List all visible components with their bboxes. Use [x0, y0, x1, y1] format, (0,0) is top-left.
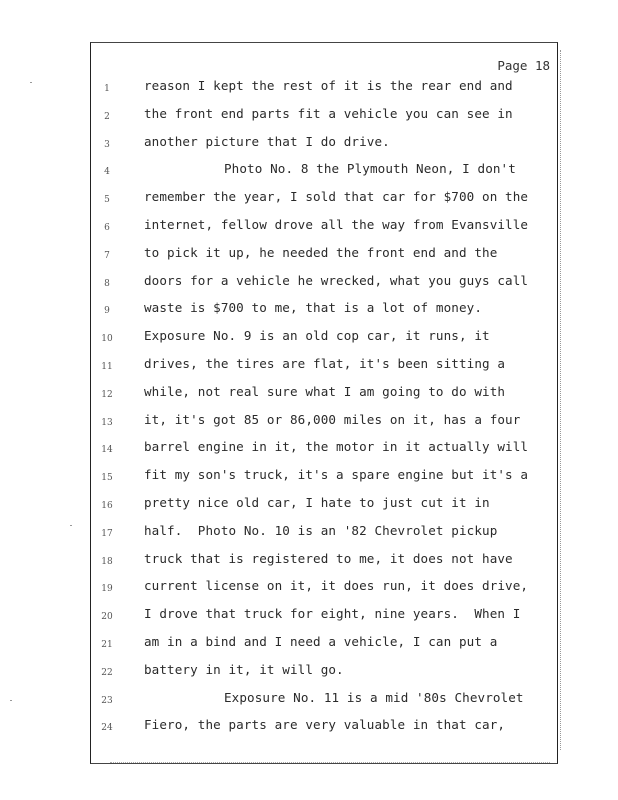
line-text: reason I kept the rest of it is the rear end and: [144, 78, 513, 93]
line-text: another picture that I do drive.: [144, 133, 390, 149]
line-text: current license on it, it does run, it does drive,: [144, 578, 529, 594]
line-text: battery in it, it will go.: [144, 661, 344, 677]
line-number: 3: [104, 139, 110, 150]
line-number: 6: [104, 223, 110, 233]
transcript-line: [0, 217, 618, 244]
transcript-line: [0, 495, 618, 522]
line-text: pretty nice old car, I hate to just cut it in: [144, 495, 490, 510]
transcript-line: [0, 523, 618, 550]
transcript-line: [0, 273, 618, 300]
line-number: 16: [101, 501, 113, 511]
transcript-line: [0, 356, 618, 383]
line-number: 7: [104, 250, 110, 261]
line-number: 12: [101, 389, 113, 400]
transcript-line: [0, 300, 618, 327]
line-number: 18: [101, 556, 113, 567]
line-text: I drove that truck for eight, nine years. When I: [144, 606, 521, 622]
scan-speck: [30, 82, 32, 83]
scan-speck: [70, 525, 72, 526]
bottom-scan-noise: [110, 762, 550, 764]
transcript-line: [0, 412, 618, 439]
line-number: 5: [104, 195, 110, 206]
transcript-line: [0, 662, 618, 689]
line-text: Exposure No. 9 is an old cop car, it runs, it: [144, 328, 490, 344]
line-number: 17: [101, 528, 113, 539]
line-number: 10: [101, 334, 113, 345]
line-text: truck that is registered to me, it does not have: [144, 550, 513, 566]
line-number: 22: [101, 667, 113, 678]
line-text: internet, fellow drove all the way from Evansville: [144, 217, 529, 232]
line-text: half. Photo No. 10 is an '82 Chevrolet pickup: [144, 522, 498, 538]
line-number: 23: [101, 695, 113, 706]
line-text: it, it's got 85 or 86,000 miles on it, has a four: [144, 411, 521, 427]
line-text: waste is $700 to me, that is a lot of money.: [144, 300, 483, 316]
line-number: 14: [101, 445, 113, 456]
transcript-line: [0, 690, 618, 717]
line-text: drives, the tires are flat, it's been sitting a: [144, 356, 506, 371]
line-number: 21: [101, 640, 113, 650]
line-number: 24: [101, 723, 113, 734]
line-number: 2: [104, 111, 110, 122]
line-text: Fiero, the parts are very valuable in that car,: [144, 717, 506, 733]
line-number: 11: [101, 362, 113, 372]
scan-speck: [10, 700, 12, 701]
line-text: while, not real sure what I am going to do with: [144, 383, 506, 399]
line-text: remember the year, I sold that car for $700 on the: [144, 189, 529, 205]
transcript-line: [0, 634, 618, 661]
line-text: Exposure No. 11 is a mid '80s Chevrolet: [224, 689, 524, 705]
line-text: am in a bind and I need a vehicle, I can put a: [144, 634, 498, 649]
transcript-line: [0, 245, 618, 272]
line-number: 4: [104, 167, 110, 178]
line-number: 20: [101, 612, 113, 623]
line-text: Photo No. 8 the Plymouth Neon, I don't: [224, 161, 516, 177]
line-number: 8: [104, 278, 110, 289]
transcript-line: [0, 161, 618, 188]
transcript-line: [0, 134, 618, 161]
transcript-line: [0, 606, 618, 633]
line-number: 9: [104, 306, 110, 317]
transcript-line: [0, 384, 618, 411]
transcript-line: [0, 439, 618, 466]
transcript-line: [0, 551, 618, 578]
line-number: 19: [101, 584, 113, 595]
transcript-line: [0, 578, 618, 605]
line-text: barrel engine in it, the motor in it actually will: [144, 439, 529, 455]
transcript-line: [0, 328, 618, 355]
line-number: 15: [101, 473, 113, 484]
transcript-line: [0, 467, 618, 494]
line-text: doors for a vehicle he wrecked, what you guys call: [144, 272, 529, 288]
line-number: 13: [101, 417, 113, 428]
line-text: to pick it up, he needed the front end and the: [144, 244, 498, 260]
page-number: Page 18: [497, 58, 550, 73]
transcript-line: [0, 78, 618, 105]
transcript-line: [0, 717, 618, 744]
line-text: fit my son's truck, it's a spare engine but it's a: [144, 467, 529, 483]
transcript-line: [0, 106, 618, 133]
transcript-line: [0, 189, 618, 216]
line-text: the front end parts fit a vehicle you can see in: [144, 105, 513, 121]
line-number: 1: [104, 84, 110, 94]
